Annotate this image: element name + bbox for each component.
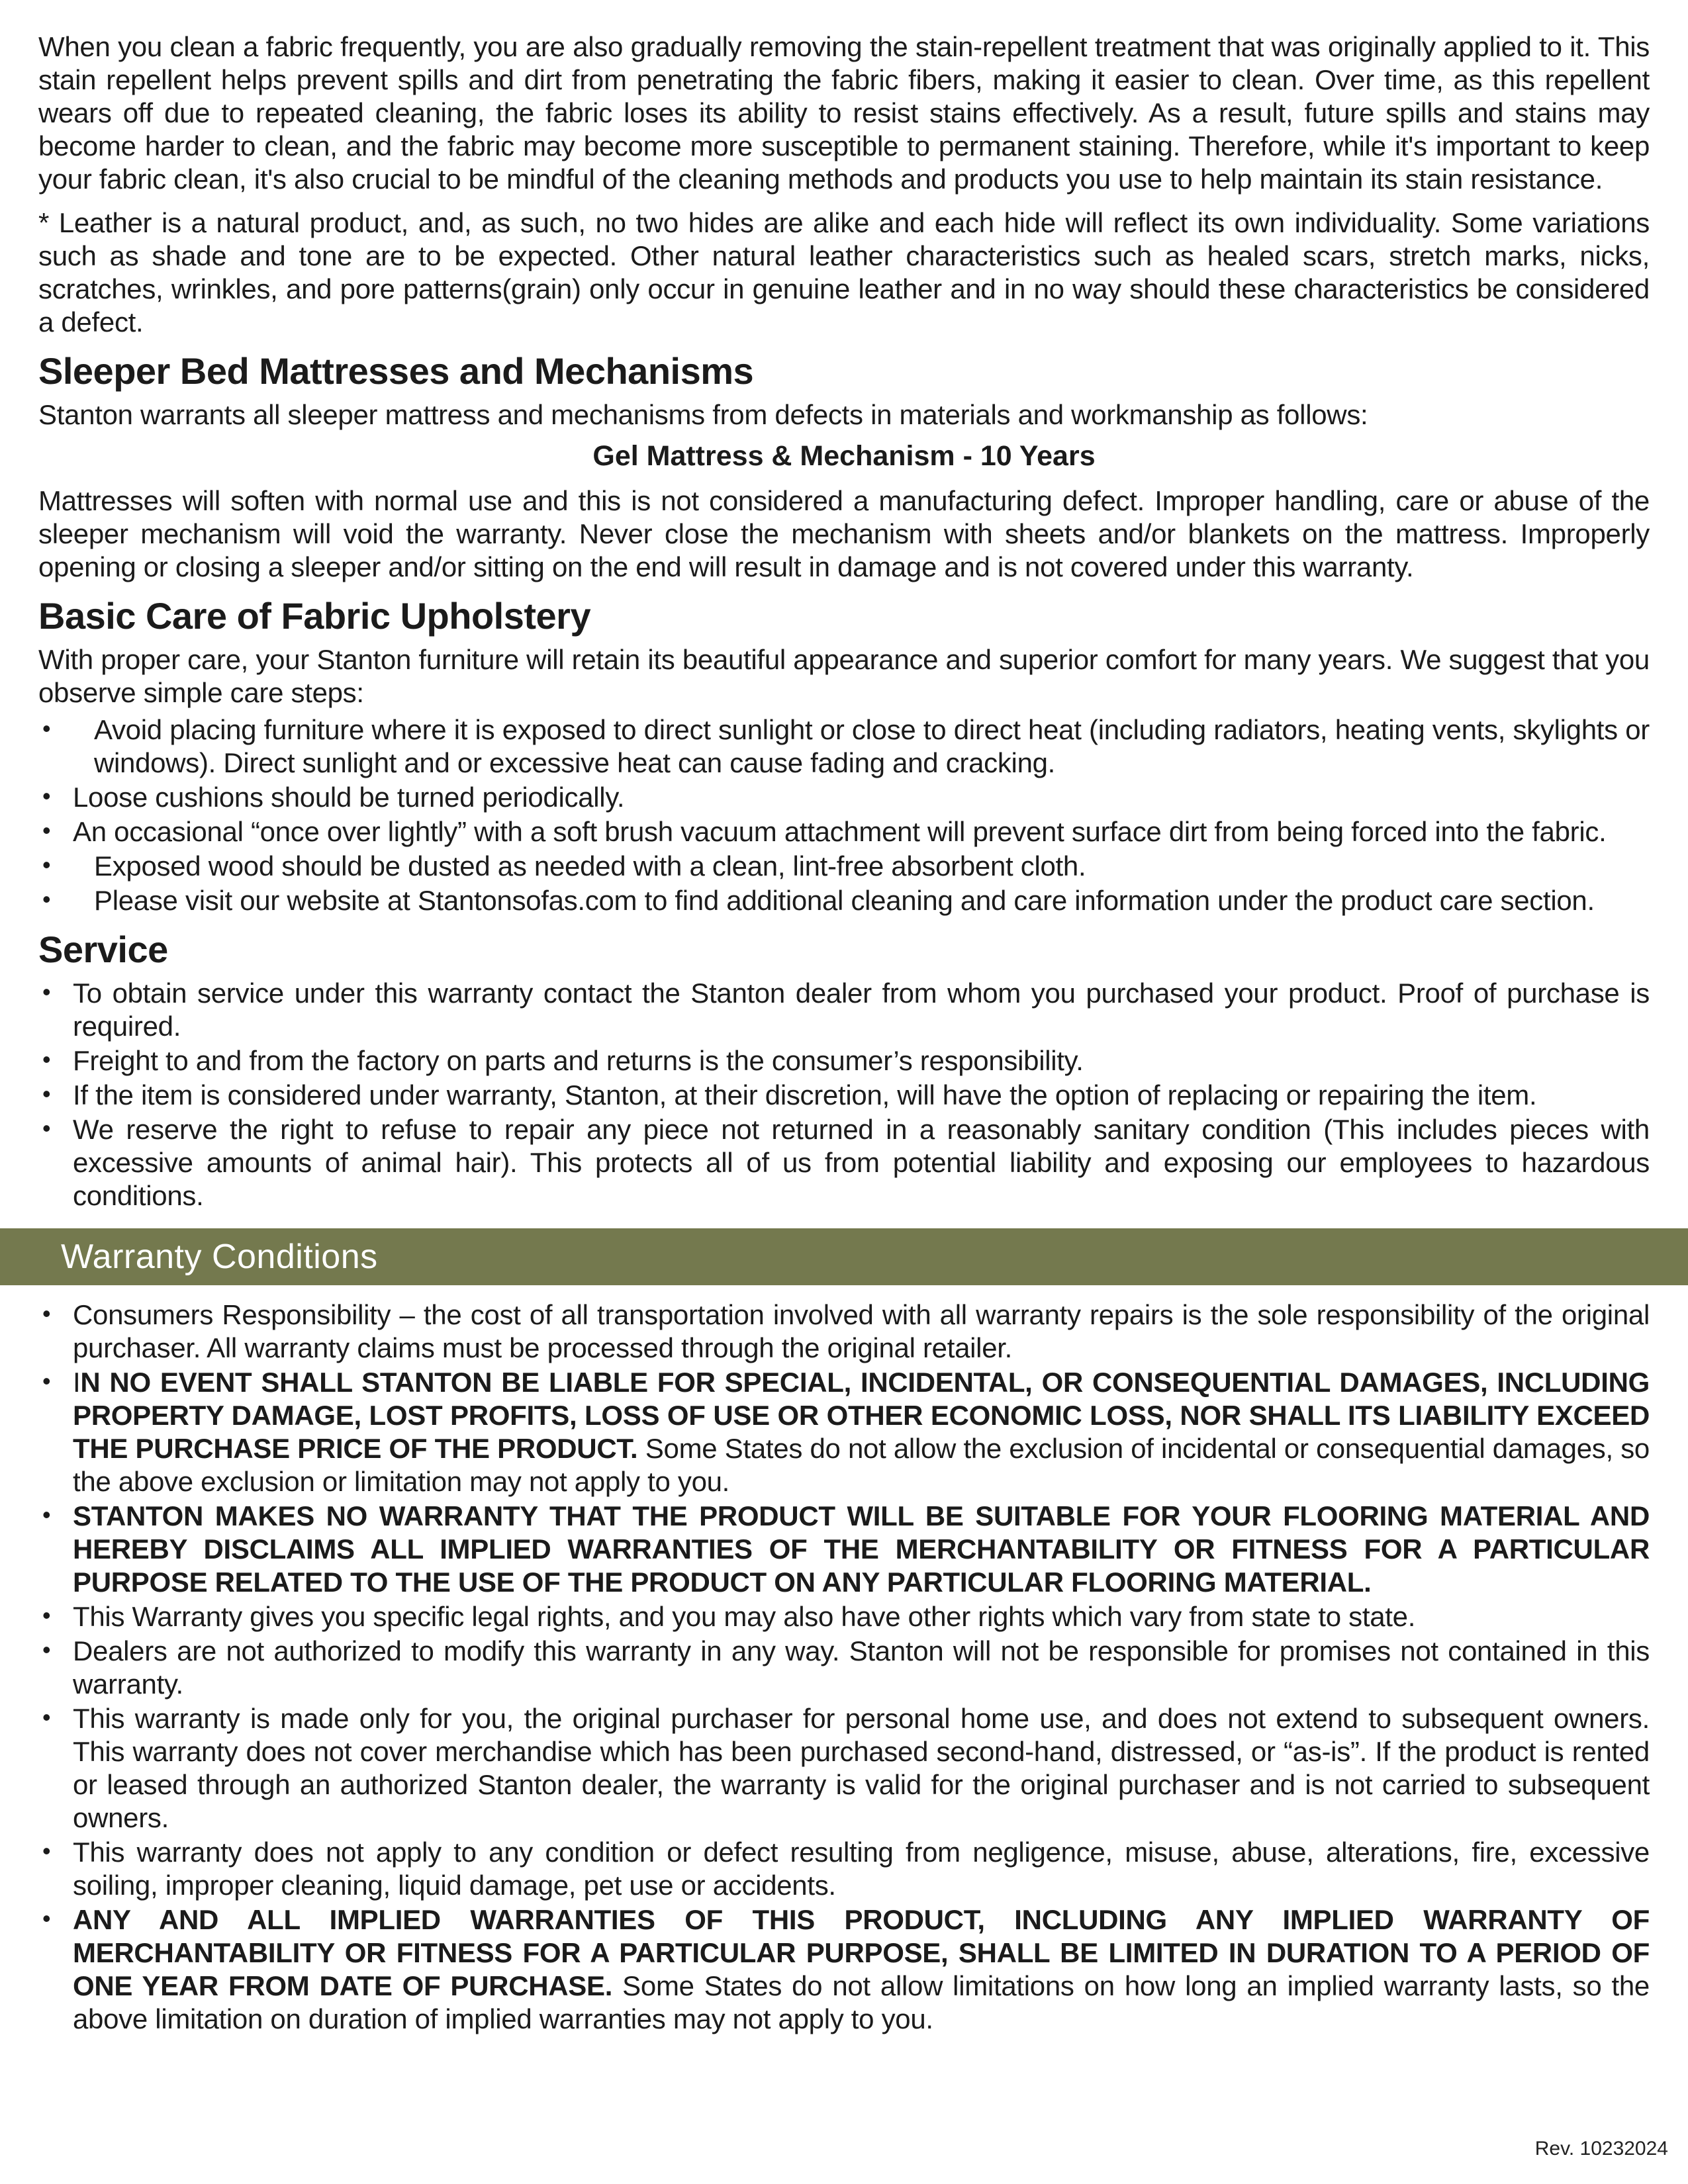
list-item-text: This warranty does not apply to any condition or defect resulting from negligence, misuse, abuse, alterations, fire, excessive soiling, improper cleaning, liquid damage, pet use or accidents. bbox=[73, 1837, 1650, 1901]
list-item-bold-text: N NO EVENT SHALL STANTON BE LIABLE FOR SPECIAL, INCIDENTAL, OR CONSEQUENTIAL DAMAGES, INCLUDING PROPERTY DAMAGE, LOST PROFITS, LOSS OF USE OR OTHER ECONOMIC LOSS, NOR SHALL ITS LIABILITY EXCEED THE PURCHASE PRICE OF THE PRODUCT. bbox=[73, 1367, 1650, 1464]
list-item bbox=[38, 884, 1650, 917]
warranty-conditions-list bbox=[38, 1298, 1650, 2036]
list-item-text: Freight to and from the factory on parts and returns is the consumer’s responsibility. bbox=[73, 1045, 1084, 1076]
service-list bbox=[38, 977, 1650, 1212]
list-item-text: Avoid placing furniture where it is exposed to direct sunlight or close to direct heat (including radiators, heating vents, skylights or windows). Direct sunlight and or excessive heat can cause fading and cracking. bbox=[94, 714, 1650, 778]
list-item bbox=[38, 1836, 1650, 1902]
list-item bbox=[38, 1500, 1650, 1599]
list-item bbox=[38, 815, 1650, 848]
list-item-text: We reserve the right to refuse to repair any piece not returned in a reasonably sanitary condition (This includes pieces with excessive amounts of animal hair). This protects all of us from potential liability and exposing our employees to hazardous conditions. bbox=[73, 1114, 1650, 1211]
list-item bbox=[38, 1113, 1650, 1212]
revision-label: Rev. 10232024 bbox=[1534, 2138, 1668, 2160]
sleeper-section-heading: Sleeper Bed Mattresses and Mechanisms bbox=[38, 350, 754, 392]
list-item bbox=[38, 1366, 1650, 1498]
fabric-cleaning-paragraph: When you clean a fabric frequently, you are also gradually removing the stain-repellent treatment that was originally applied to it. This stain repellent helps prevent spills and dirt from penetrating the fabric fibers, making it easier to clean. Over time, as this repellent wears off due to repeated cleaning, the fabric loses its ability to resist stains effectively. As a result, future spills and stains may become harder to clean, and the fabric may become more susceptible to permanent staining. Therefore, while it's important to keep your fabric clean, it's also crucial to be mindful of the cleaning methods and products you use to help maintain its stain resistance. bbox=[38, 31, 1650, 195]
list-item bbox=[38, 1044, 1650, 1077]
leather-disclaimer-paragraph: * Leather is a natural product, and, as such, no two hides are alike and each hide will reflect its own individuality. Some variations such as shade and tone are to be expected. Other natural leather characteristics such as healed scars, stretch marks, nicks, scratches, wrinkles, and pore patterns(grain) only occur in genuine leather and in no way should these characteristics be considered a defect. bbox=[38, 207, 1650, 338]
basic-care-section-heading: Basic Care of Fabric Upholstery bbox=[38, 595, 591, 637]
list-item-text: I bbox=[73, 1367, 81, 1398]
list-item bbox=[38, 1298, 1650, 1365]
list-item bbox=[38, 1702, 1650, 1835]
basic-care-intro: With proper care, your Stanton furniture will retain its beautiful appearance and superior comfort for many years. We suggest that you observe simple care steps: bbox=[38, 644, 1650, 708]
list-item bbox=[38, 850, 1650, 883]
warranty-conditions-banner bbox=[0, 1228, 1688, 1285]
list-item bbox=[38, 781, 1650, 814]
list-item-text: Some States do not allow the exclusion of incidental or consequential damages, so the above exclusion or limitation may not apply to you. bbox=[73, 1433, 1650, 1497]
service-section-heading: Service bbox=[38, 929, 168, 970]
list-item-text: This Warranty gives you specific legal rights, and you may also have other rights which vary from state to state. bbox=[73, 1601, 1416, 1632]
list-item-text: Loose cushions should be turned periodically. bbox=[73, 782, 625, 813]
list-item-bold-text: STANTON MAKES NO WARRANTY THAT THE PRODUCT WILL BE SUITABLE FOR YOUR FLOORING MATERIAL AND HEREBY DISCLAIMS ALL IMPLIED WARRANTIES OF THE MERCHANTABILITY OR FITNESS FOR A PARTICULAR PURPOSE RELATED TO THE USE OF THE PRODUCT ON ANY PARTICULAR FLOORING MATERIAL. bbox=[73, 1500, 1650, 1598]
list-item bbox=[38, 977, 1650, 1043]
list-item bbox=[38, 1635, 1650, 1701]
list-item bbox=[38, 1600, 1650, 1633]
list-item-text: To obtain service under this warranty contact the Stanton dealer from whom you purchased your product. Proof of purchase is required. bbox=[73, 978, 1650, 1042]
list-item-text: This warranty is made only for you, the original purchaser for personal home use, and does not extend to subsequent owners. This warranty does not cover merchandise which has been purchased second-hand, distressed, or “as-is”. If the product is rented or leased through an authorized Stanton dealer, the warranty is valid for the original purchaser and is not carried to subsequent owners. bbox=[73, 1703, 1650, 1833]
list-item bbox=[38, 1079, 1650, 1112]
list-item bbox=[38, 1903, 1650, 2036]
list-item-text: Please visit our website at Stantonsofas.com to find additional cleaning and care information under the product care section. bbox=[94, 885, 1595, 916]
list-item-text: An occasional “once over lightly” with a soft brush vacuum attachment will prevent surface dirt from being forced into the fabric. bbox=[73, 816, 1607, 847]
list-item-text: Some States do not allow limitations on how long an implied warranty lasts, so the above limitation on duration of implied warranties may not apply to you. bbox=[73, 1970, 1650, 2034]
basic-care-list bbox=[38, 713, 1650, 917]
list-item-bold-text: ANY AND ALL IMPLIED WARRANTIES OF THIS PRODUCT, INCLUDING ANY IMPLIED WARRANTY OF MERCHANTABILITY OR FITNESS FOR A PARTICULAR PURPOSE, SHALL BE LIMITED IN DURATION TO A PERIOD OF ONE YEAR FROM DATE OF PURCHASE. bbox=[73, 1904, 1650, 2001]
sleeper-body-paragraph: Mattresses will soften with normal use and this is not considered a manufacturing defect. Improper handling, care or abuse of the sleeper mechanism will void the warranty. Never close the mechanism with sheets and/or blankets on the mattress. Improperly opening or closing a sleeper and/or sitting on the end will result in damage and is not covered under this warranty. bbox=[38, 485, 1650, 582]
gel-mattress-subheading: Gel Mattress & Mechanism - 10 Years bbox=[592, 440, 1096, 472]
list-item-text: Exposed wood should be dusted as needed with a clean, lint-free absorbent cloth. bbox=[94, 850, 1086, 882]
warranty-conditions-banner-label: Warranty Conditions bbox=[61, 1238, 378, 1276]
list-item bbox=[38, 713, 1650, 780]
sleeper-intro-line: Stanton warrants all sleeper mattress and mechanisms from defects in materials and workmanship as follows: bbox=[38, 399, 1368, 430]
list-item-text: If the item is considered under warranty, Stanton, at their discretion, will have the option of replacing or repairing the item. bbox=[73, 1079, 1537, 1111]
list-item-text: Consumers Responsibility – the cost of all transportation involved with all warranty repairs is the sole responsibility of the original purchaser. All warranty claims must be processed through the original retailer. bbox=[73, 1299, 1650, 1363]
list-item-text: Dealers are not authorized to modify this warranty in any way. Stanton will not be responsible for promises not contained in this warranty. bbox=[73, 1635, 1650, 1700]
